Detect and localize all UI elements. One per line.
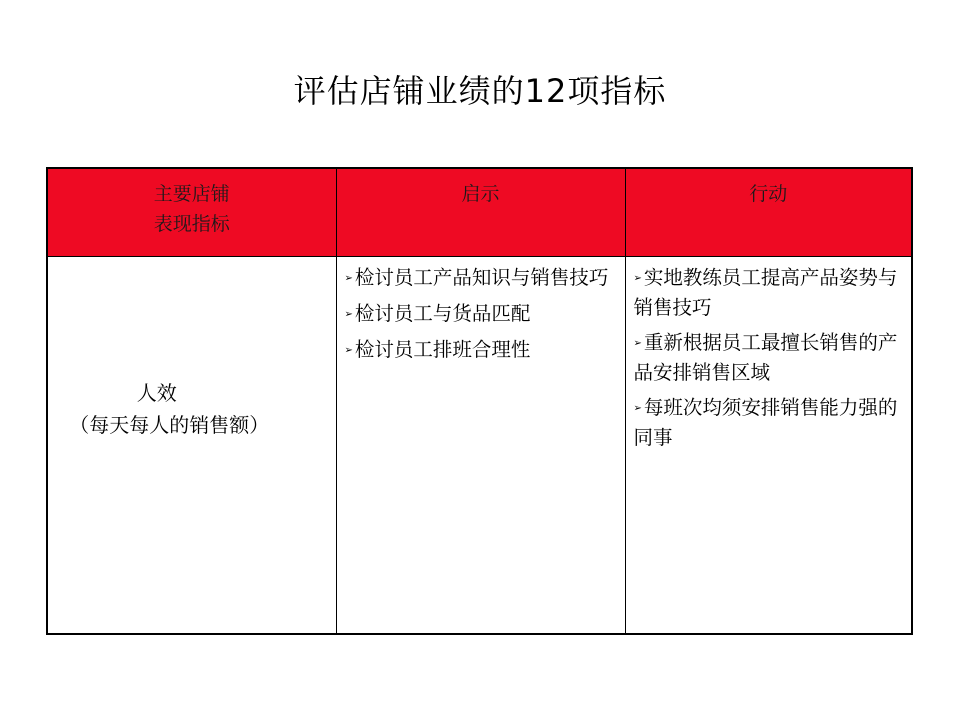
arrow-bullet-icon: ➢: [344, 308, 353, 320]
insight-cell: [336, 256, 625, 634]
list-item: ➢ 检讨员工排班合理性: [344, 337, 531, 361]
list-item: ➢ 检讨员工与货品匹配: [344, 301, 531, 325]
kpi-name: 人效: [136, 380, 177, 405]
page-title: 评估店铺业绩的12项指标: [293, 72, 667, 110]
header-insight: 启示: [336, 168, 625, 256]
list-item: ➢ 检讨员工产品知识与销售技巧: [344, 265, 609, 289]
header-action: 行动: [625, 168, 912, 256]
insight-list: [337, 257, 625, 365]
kpi-description: （每天每人的销售额）: [69, 412, 270, 437]
arrow-bullet-icon: ➢: [633, 337, 642, 349]
arrow-bullet-icon: ➢: [344, 272, 353, 284]
header-kpi: [47, 168, 336, 256]
arrow-bullet-icon: ➢: [344, 344, 353, 356]
list-item: ➢ 重新根据员工最擅长销售的产品安排销售区域: [633, 330, 898, 384]
arrow-bullet-icon: ➢: [633, 402, 642, 414]
header-kpi-line1: 主要店铺: [153, 183, 230, 205]
action-cell: [625, 256, 912, 634]
arrow-bullet-icon: ➢: [633, 272, 642, 284]
kpi-table: [46, 167, 913, 635]
kpi-cell: [47, 256, 336, 634]
list-item: ➢ 每班次均须安排销售能力强的同事: [633, 395, 898, 449]
list-item: ➢ 实地教练员工提高产品姿势与销售技巧: [633, 265, 898, 319]
action-list: [626, 257, 912, 452]
table-row: [47, 256, 912, 634]
header-kpi-line2: 表现指标: [153, 213, 230, 235]
table-header-row: [47, 168, 912, 256]
